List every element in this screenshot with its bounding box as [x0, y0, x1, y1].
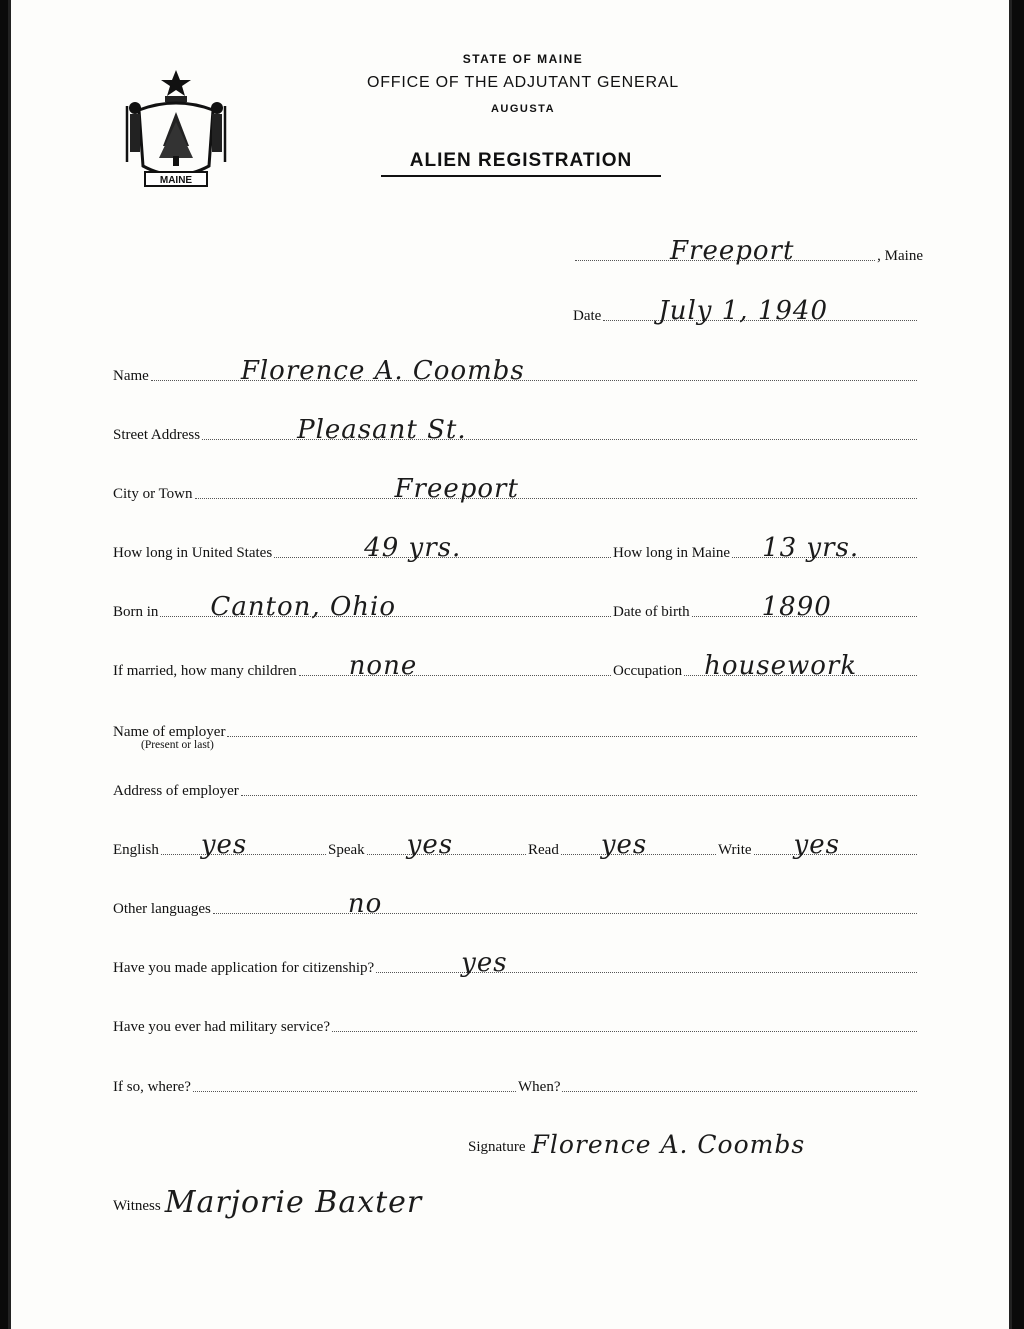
english-label: English [113, 842, 159, 858]
citizenship-row [113, 948, 919, 976]
other-languages-value: no [347, 889, 383, 919]
street-address-value: Pleasant St. [297, 415, 467, 445]
how-long-us-label: How long in United States [113, 545, 273, 561]
birth-row [113, 592, 919, 620]
witness-value: Marjorie Baxter [164, 1185, 423, 1220]
date-of-birth-label: Date of birth [613, 604, 690, 620]
employer-row [113, 712, 919, 740]
signature-row [468, 1127, 828, 1159]
date-row [573, 296, 919, 324]
town-row [573, 236, 923, 264]
born-in-label: Born in [113, 604, 159, 620]
military-label: Have you ever had military service? [113, 1019, 330, 1035]
where-label: If so, where? [113, 1079, 191, 1095]
employer-sublabel: (Present or last) [141, 739, 214, 751]
city-value: Freeport [394, 474, 519, 504]
svg-text:MAINE: MAINE [159, 175, 193, 186]
town-value: Freeport [670, 236, 795, 266]
witness-row [113, 1185, 553, 1220]
signature-value: Florence A. Coombs [531, 1130, 806, 1159]
date-value: July 1, 1940 [658, 296, 829, 326]
date-label: Date [573, 308, 602, 324]
when-label: When? [518, 1079, 561, 1095]
how-long-maine-label: How long in Maine [613, 545, 731, 561]
citizenship-value: yes [461, 948, 508, 978]
read-label: Read [528, 842, 559, 858]
language-row [113, 830, 919, 858]
maine-label: , Maine [877, 248, 923, 264]
speak-value: yes [406, 830, 454, 860]
street-address-label: Street Address [113, 427, 201, 443]
header-office: OFFICE OF THE ADJUTANT GENERAL [366, 74, 680, 91]
service-row [113, 1067, 919, 1095]
family-row [113, 651, 919, 679]
occupation-label: Occupation [613, 663, 683, 679]
employer-address-row [113, 771, 919, 799]
how-long-maine-value: 13 yrs. [762, 533, 860, 563]
children-label: If married, how many children [113, 663, 297, 679]
name-value: Florence A. Coombs [240, 356, 525, 386]
occupation-value: housework [704, 651, 858, 681]
write-label: Write [718, 842, 752, 858]
header-city: AUGUSTA [490, 103, 556, 115]
city-label: City or Town [113, 486, 193, 502]
street-address-row [113, 415, 919, 443]
how-long-us-value: 49 yrs. [364, 533, 462, 563]
form-title: ALIEN REGISTRATION [381, 150, 661, 177]
date-of-birth-value: 1890 [761, 592, 832, 622]
employer-label: Name of employer [113, 724, 226, 740]
read-value: yes [600, 830, 648, 860]
name-row [113, 356, 919, 384]
other-languages-label: Other languages [113, 901, 211, 917]
name-label: Name [113, 368, 149, 384]
employer-address-label: Address of employer [113, 783, 239, 799]
speak-label: Speak [328, 842, 365, 858]
citizenship-label: Have you made application for citizenship? [113, 960, 375, 976]
city-row [113, 474, 919, 502]
military-row [113, 1007, 919, 1035]
signature-label: Signature [468, 1139, 526, 1155]
residence-row [113, 533, 919, 561]
document-page [8, 0, 1012, 1329]
header-state: STATE OF MAINE [462, 52, 584, 66]
born-in-value: Canton, Ohio [210, 592, 396, 622]
write-value: yes [793, 830, 840, 860]
witness-label: Witness [113, 1198, 161, 1214]
children-value: none [348, 651, 418, 681]
other-languages-row [113, 889, 919, 917]
english-value: yes [200, 830, 248, 860]
